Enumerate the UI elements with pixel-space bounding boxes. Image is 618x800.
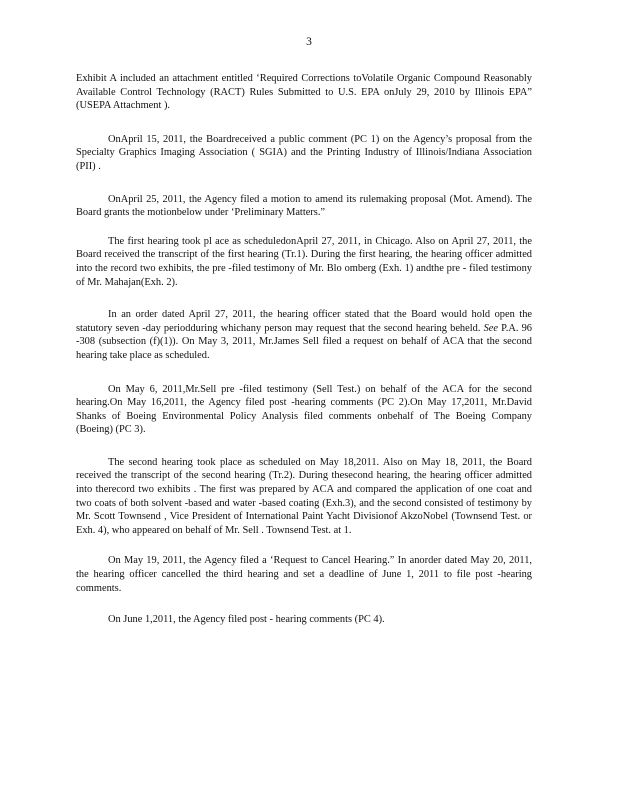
paragraph-first-hearing: The first hearing took pl ace as scheduledonApril 27, 2011, in Chicago. Also on April 27, 2011, the Board received the transcript of the first hearing (Tr.1). During the first hearing, the hearing officer admitted into the record two exhibits, the pre -filed testimony of Mr. Blo omberg (Exh. 1) andthe pre - filed testimony of Mr. Mahajan(Exh. 2). (76, 235, 532, 288)
paragraph-cancel-hearing: On May 19, 2011, the Agency filed a ‘Request to Cancel Hearing.” In anorder dated May 20, 2011, the hearing officer cancelled the third hearing and set a deadline of June 1, 2011 to file post -hearing comments. (76, 555, 532, 594)
paragraph-post-hearing-comments: On June 1,2011, the Agency filed post - hearing comments (PC 4). (108, 614, 385, 626)
paragraph-second-hearing: The second hearing took place as scheduled on May 18,2011. Also on May 18, 2011, the Board received the transcript of the second hearing (Tr.2). During thesecond hearing, the hearing officer admitted into therecord two exhibits . The first was prepared by ACA and compared the application of one coat and two coats of both solvent -based and water -based coating (Exh.3), and the second consisted of testimony by Mr. Scott Townsend , Vice President of International Paint Yacht Divisionof AkzoNobel (Townsend Test. or Exh. 4), who appeared on behalf of Mr. Sell . Townsend Test. at 1. (76, 456, 532, 536)
paragraph-motion-to-amend: OnApril 25, 2011, the Agency filed a motion to amend its rulemaking proposal (Mot. Amend). The Board grants the motionbelow under ‘Preliminary Matters.” (76, 193, 532, 219)
page-number: 3 (306, 36, 312, 48)
paragraph-hearing-officer-order: In an order dated April 27, 2011, the hearing officer stated that the Board would hold open the statutory seven -day periodduring whichany person may request that the second hearing beheld. See P.A. 96 -308 (subsection (f)(1)). On May 3, 2011, Mr.James Sell filed a request on behalf of ACA that the second hearing take place as scheduled. (76, 309, 532, 361)
paragraph-exhibit-a: Exhibit A included an attachment entitled ‘Required Corrections toVolatile Organic Compound Reasonably Available Control Technology (RACT) Rules Submitted to U.S. EPA onJuly 29, 2010 by Illinois EPA” (USEPA Attachment ). (76, 73, 532, 112)
paragraph-public-comment-pc1: OnApril 15, 2011, the Boardreceived a public comment (PC 1) on the Agency’s proposal from the Specialty Graphics Imaging Association ( SGIA) and the Printing Industry of Illinois/Indiana Association (PII) . (76, 133, 532, 172)
citation-signal: See (483, 322, 498, 334)
document-body (76, 72, 532, 642)
paragraph-sell-testimony: On May 6, 2011,Mr.Sell pre -filed testimony (Sell Test.) on behalf of the ACA for the second hearing.On May 16,2011, the Agency filed post -hearing comments (PC 2).On May 17,2011, Mr.David Shanks of Boeing Environmental Policy Analysis filed comments onbehalf of The Boeing Company (Boeing) (PC 3). (76, 383, 532, 436)
